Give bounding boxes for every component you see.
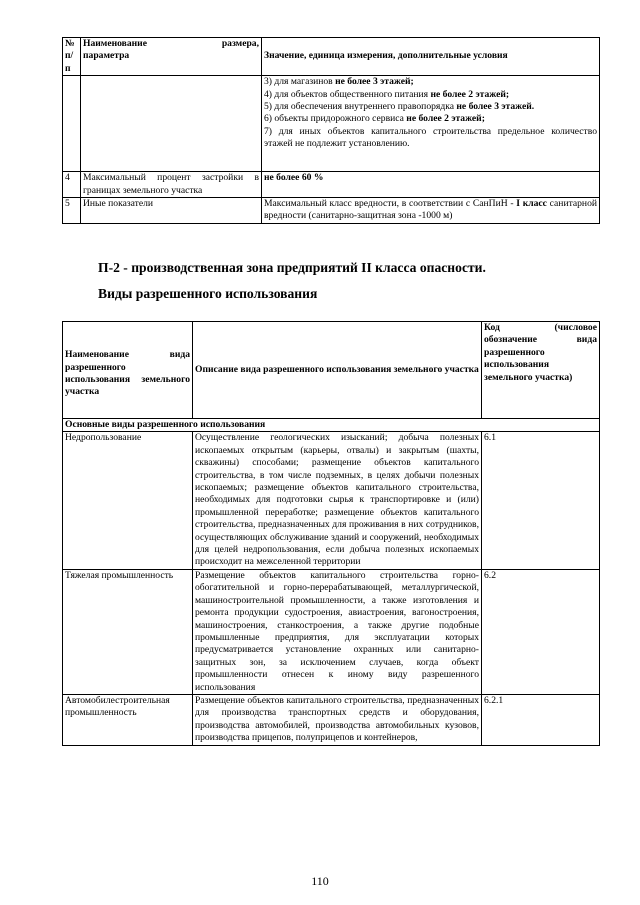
header-name: Наименование вида разрешенного использования земельного участка bbox=[63, 322, 193, 419]
subheader-row: Основные виды разрешенного использования bbox=[63, 419, 600, 432]
header-num: № п/п bbox=[63, 38, 81, 76]
table-row bbox=[63, 76, 600, 172]
page-number: 110 bbox=[311, 874, 329, 888]
permitted-use-header bbox=[63, 322, 600, 419]
table-row: Недропользование Осуществление геологических изысканий; добыча полезных ископаемых открытым (карьеры, отвалы) и закрытым (шахты, скважины) способами; размещение объектов капитального строительства, в том числе подземных, в целях добычи полезных ископаемых; размещение объектов капитального строительства, необходимых для подготовки сырья к транспортировке и (или) промышленной переработке; размещение объектов капитального строительства, предназначенных для проживания в них сотрудников, осуществляющих обслуживание зданий и сооружений, необходимых для целей недропользования, если добыча полезных ископаемых происходит на межселенной территории 6.1 bbox=[63, 432, 600, 569]
table-row: Тяжелая промышленность Размещение объектов капитального строительства горно-обогатительной и горно-перерабатывающей, металлургической, машиностроительной промышленности, а также изготовления и ремонта продукции судостроения, авиастроения, вагоностроения, машиностроения, станкостроения, а также другие подобные промышленные предприятия, для эксплуатации которых предусматривается установление охранных или санитарно-защитных зон, за исключением случаев, когда объект промышленности отнесен к иному виду разрешенного использования 6.2 bbox=[63, 569, 600, 694]
section-title: П-2 - производственная зона предприятий II класса опасности. Виды разрешенного использования bbox=[98, 260, 486, 301]
header-description: Описание вида разрешенного использования земельного участка bbox=[193, 322, 482, 419]
header-param: Наименование размера, параметра bbox=[81, 38, 262, 76]
header-value: Значение, единица измерения, дополнительные условия bbox=[262, 38, 600, 76]
parameters-table bbox=[62, 37, 600, 224]
table-row: 4 Максимальный процент застройки в границах земельного участка не более 60 % bbox=[63, 172, 600, 198]
table-row: 5 Иные показатели Максимальный класс вредности, в соответствии с СанПиН - I класс санитарной вредности (санитарно-защитная зона -1000 м) bbox=[63, 198, 600, 224]
parameters-table-header bbox=[63, 38, 600, 76]
floors-conditions: 3) для магазинов не более 3 этажей; 4) для объектов общественного питания не более 2 этажей; 5) для обеспечения внутреннего правопорядка не более 3 этажей. 6) объекты придорожного сервиса не более 2 этажей; 7) для иных объектов капитального строительства предельное количество этажей не подлежит установлению. bbox=[262, 76, 600, 172]
header-code: Код (числовое обозначение вида разрешенного использования земельного участка) bbox=[482, 322, 600, 419]
table-row: Автомобилестроительная промышленность Размещение объектов капитального строительства, предназначенных для производства транспортных средств и оборудования, производства автомобилей, производства автомобильных кузовов, производства прицепов, полуприцепов и контейнеров, 6.2.1 bbox=[63, 694, 600, 745]
permitted-use-table bbox=[62, 321, 600, 746]
